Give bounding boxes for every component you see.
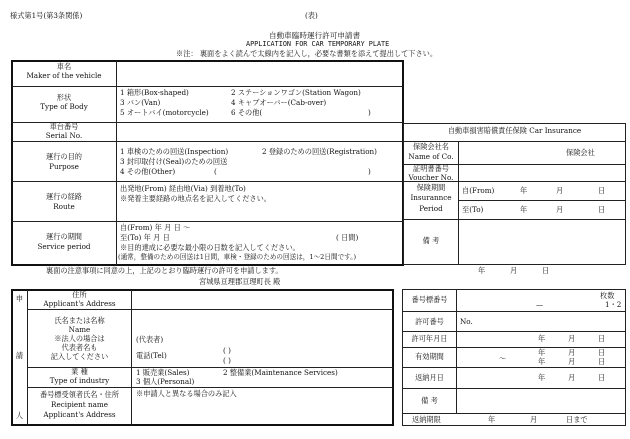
name-label: 氏名または名称: [54, 316, 105, 325]
address-label-en: Applicant's Address: [43, 299, 116, 308]
declaration-year[interactable]: 年: [478, 266, 486, 275]
period-note: ※目的達成に必要な最小限の日数を記入してください。: [120, 243, 300, 252]
insurance-company-suffix: 保険会社: [566, 148, 595, 157]
instruction-note: ※注： 裏面をよく読んで太線内を記入し，必要な書類を添えて提出して下さい。: [176, 49, 438, 58]
insurance-header: 自動車損害賠償責任保険 Car Insurance: [447, 126, 582, 135]
office-remarks-label: 備 考: [421, 396, 438, 405]
insurance-period-label-en2: Period: [419, 204, 443, 213]
return-date-year[interactable]: 年: [538, 373, 546, 382]
phone-field-1[interactable]: ( ): [223, 346, 231, 355]
name-label-en: Name: [68, 325, 91, 334]
industry-option-maintenance[interactable]: 2 整備業(Maintenance Services): [223, 368, 338, 377]
plate-sheets-value[interactable]: 1・2: [605, 300, 622, 309]
plate-number-dash: —: [536, 300, 544, 309]
return-date-month[interactable]: 月: [568, 373, 576, 382]
return-deadline-label: 返納期限: [412, 415, 441, 424]
applicant-side-label-3: 人: [15, 411, 24, 420]
representative-label: (代表者): [136, 335, 164, 344]
body-option-other[interactable]: 6 その他(: [231, 108, 263, 117]
valid-to-day[interactable]: 日: [598, 357, 606, 366]
page-title: 自動車臨時運行許可申請書: [269, 31, 361, 40]
insurance-to: 至(To): [462, 205, 484, 214]
route-label-en: Route: [53, 202, 75, 211]
name-note-2: 代表者名も: [61, 343, 98, 352]
insurance-to-year[interactable]: 年: [520, 205, 528, 214]
valid-from-year[interactable]: 年: [538, 348, 546, 357]
car-name-field[interactable]: [117, 61, 402, 85]
period-days[interactable]: ( 日間): [336, 233, 359, 242]
insurance-from: 自(From): [462, 186, 495, 195]
body-option-cabover[interactable]: 4 キャブオーバー(Cab-over): [231, 98, 327, 107]
recipient-label-en2: Applicant's Address: [43, 410, 116, 419]
industry-label-en: Type of industry: [49, 376, 110, 385]
industry-option-personal[interactable]: 3 個人(Personal): [136, 377, 195, 386]
insurance-to-month[interactable]: 月: [556, 205, 564, 214]
addressee: 宮城県亘理郡亘理町長 殿: [199, 277, 281, 286]
declaration-text: 裏面の注意事項に同意の上，上記のとおり臨時運行の許可を申請します。: [46, 266, 283, 275]
plate-sheets-label: 枚数: [600, 291, 615, 300]
route-label: 運行の経路: [46, 192, 82, 201]
insurance-remarks-label: 備 考: [422, 236, 440, 245]
serial-label: 車台番号: [49, 122, 79, 131]
valid-period-tilde: 〜: [499, 354, 507, 363]
return-deadline-until: 日まで: [566, 415, 588, 424]
body-option-box[interactable]: 1 箱形(Box-shaped): [120, 88, 189, 97]
valid-to-year[interactable]: 年: [538, 357, 546, 366]
period-label: 運行の期間: [46, 232, 82, 241]
plate-number-label: 番号標番号: [411, 295, 448, 304]
recipient-label: 番号標受領者氏名・住所: [39, 390, 120, 399]
body-type-label: 形状: [56, 93, 72, 102]
body-option-other-close: ): [368, 108, 371, 117]
industry-label: 業 種: [71, 367, 88, 376]
route-points[interactable]: 出発地(From) 経由地(Via) 到着地(To): [120, 184, 246, 193]
declaration-day[interactable]: 日: [542, 266, 550, 275]
insurance-period-label-en: Insurannce: [410, 193, 452, 202]
insurance-company-label: 保険会社名: [413, 142, 449, 151]
permit-date-day[interactable]: 日: [598, 334, 606, 343]
body-option-wagon[interactable]: 2 ステーションワゴン(Station Wagon): [231, 88, 361, 97]
recipient-label-en: Recipient name: [51, 400, 108, 409]
voucher-field[interactable]: [460, 165, 624, 180]
serial-field[interactable]: [117, 123, 402, 140]
valid-from-month[interactable]: 月: [568, 348, 576, 357]
name-field[interactable]: [133, 310, 392, 334]
address-field[interactable]: [133, 290, 392, 308]
name-note-1: ※法人の場合は: [54, 334, 105, 343]
valid-period-label: 有効期間: [415, 352, 444, 361]
insurance-from-year[interactable]: 年: [520, 186, 528, 195]
route-note: ※発着主要経路の地点名を記入してください。: [120, 194, 271, 203]
insurance-from-day[interactable]: 日: [598, 186, 606, 195]
recipient-field[interactable]: [133, 399, 392, 424]
office-remarks-field[interactable]: [458, 389, 624, 412]
address-label: 住所: [72, 290, 87, 299]
page-side: (表): [305, 11, 318, 20]
page-title-en: APPLICATION FOR CAR TEMPORARY PLATE: [246, 40, 390, 48]
insurance-from-month[interactable]: 月: [556, 186, 564, 195]
phone-field-2[interactable]: ( ): [223, 356, 231, 365]
car-name-label-en: Maker of the vehicle: [26, 71, 102, 80]
return-deadline-month[interactable]: 月: [530, 415, 538, 424]
permit-number-prefix[interactable]: No.: [460, 317, 473, 326]
phone-label: 電話(Tel): [136, 351, 167, 360]
purpose-other-close: ): [368, 167, 371, 176]
permit-date-year[interactable]: 年: [538, 334, 546, 343]
purpose-other-open: (: [214, 167, 217, 176]
return-date-label: 返納月日: [415, 373, 444, 382]
purpose-label-en: Purpose: [49, 162, 79, 171]
applicant-side-label-2: 請: [15, 351, 24, 360]
period-note-normal: (通常，整備のための回送は1日間，車検・登録のための回送は，1〜2日間です。): [118, 253, 357, 261]
name-note-3: 記入してください: [50, 352, 109, 361]
valid-to-month[interactable]: 月: [568, 357, 576, 366]
car-name-label: 車名: [56, 62, 72, 71]
voucher-label: 証明書番号: [413, 164, 449, 173]
period-from[interactable]: 自(From) 年 月 日 〜: [120, 223, 191, 232]
period-label-en: Service period: [37, 242, 91, 251]
purpose-option-inspection[interactable]: 1 車検のための回送(Inspection): [120, 147, 229, 156]
insurance-company-field[interactable]: [460, 142, 560, 163]
voucher-label-en: Voucher No.: [408, 173, 454, 182]
body-option-van[interactable]: 3 バン(Van): [120, 98, 161, 107]
purpose-option-seal[interactable]: 3 封印取付け(Seal)のための回送: [120, 157, 228, 166]
serial-label-en: Serial No.: [45, 131, 83, 140]
applicant-side-label: 申: [15, 294, 24, 303]
valid-from-day[interactable]: 日: [598, 348, 606, 357]
insurance-remarks-field[interactable]: [460, 220, 624, 264]
permit-date-label: 許可年月日: [411, 334, 448, 343]
purpose-label: 運行の目的: [46, 152, 82, 161]
recipient-note: ※申請人と異なる場合のみ記入: [136, 389, 237, 398]
permit-date-month[interactable]: 月: [568, 334, 576, 343]
body-type-label-en: Type of Body: [40, 102, 88, 111]
insurance-to-day[interactable]: 日: [598, 205, 606, 214]
form-number: 様式第1号(第3条関係): [10, 11, 83, 20]
period-to[interactable]: 至(To) 年 月 日: [120, 233, 170, 242]
return-date-day[interactable]: 日: [598, 373, 606, 382]
insurance-period-label: 保険期間: [416, 183, 446, 192]
permit-number-label: 許可番号: [415, 317, 444, 326]
declaration-month[interactable]: 月: [510, 266, 518, 275]
body-option-motorcycle[interactable]: 5 オートバイ(motorcycle): [120, 108, 209, 117]
purpose-option-registration[interactable]: 2 登録のための回送(Registration): [262, 147, 377, 156]
industry-option-sales[interactable]: 1 販売業(Sales): [136, 368, 190, 377]
purpose-option-other[interactable]: 4 その他(Other): [120, 167, 176, 176]
return-deadline-year[interactable]: 年: [488, 415, 496, 424]
insurance-company-label-en: Name of Co.: [408, 152, 454, 161]
